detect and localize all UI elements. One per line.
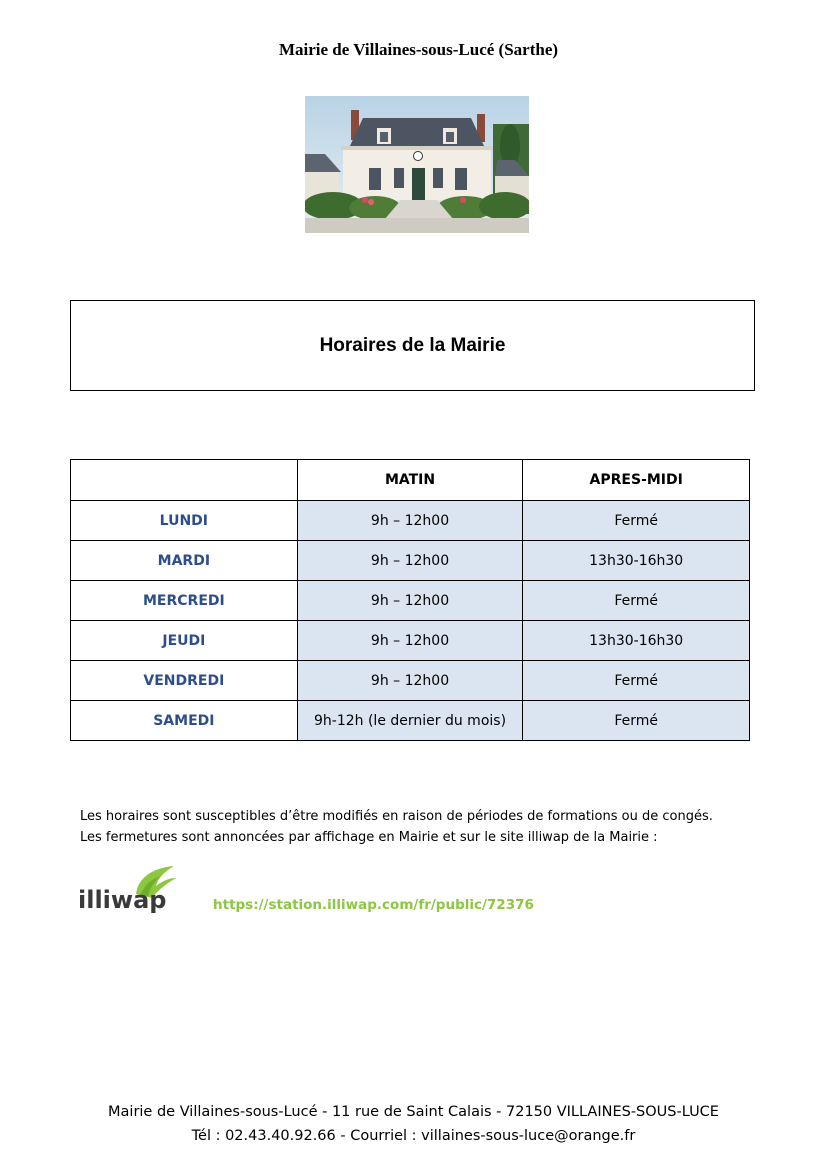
afternoon-cell: Fermé — [523, 501, 750, 541]
afternoon-cell: 13h30-16h30 — [523, 541, 750, 581]
illiwap-logo — [78, 864, 178, 914]
column-header-day — [71, 460, 298, 501]
table-row — [71, 541, 750, 581]
afternoon-cell: Fermé — [523, 581, 750, 621]
morning-cell: 9h – 12h00 — [297, 581, 523, 621]
footer-address: Mairie de Villaines-sous-Lucé - 11 rue de Saint Calais - 72150 VILLAINES-SOUS-LUCE — [108, 1104, 719, 1120]
day-cell: LUNDI — [71, 501, 298, 541]
footer — [0, 1100, 827, 1148]
column-header-morning: MATIN — [297, 460, 523, 501]
morning-cell: 9h – 12h00 — [297, 621, 523, 661]
illiwap-link[interactable]: https://station.illiwap.com/fr/public/72376 — [213, 897, 534, 913]
footer-contact: Tél : 02.43.40.92.66 - Courriel : villaines-sous-luce@orange.fr — [191, 1128, 636, 1144]
morning-cell: 9h – 12h00 — [297, 501, 523, 541]
town-hall-photo — [305, 96, 529, 233]
notes — [80, 806, 780, 848]
table-header-row — [71, 460, 750, 501]
day-cell: JEUDI — [71, 621, 298, 661]
section-title: Horaires de la Mairie — [319, 334, 506, 356]
morning-cell: 9h – 12h00 — [297, 541, 523, 581]
page-title: Mairie de Villaines-sous-Lucé (Sarthe) — [278, 40, 559, 59]
day-cell: SAMEDI — [71, 701, 298, 741]
afternoon-cell: Fermé — [523, 661, 750, 701]
note-line: Les horaires sont susceptibles d’être modifiés en raison de périodes de formations ou de congés. — [80, 809, 713, 824]
note-line: Les fermetures sont annoncées par affichage en Mairie et sur le site illiwap de la Mairie : — [80, 830, 658, 845]
morning-cell: 9h – 12h00 — [297, 661, 523, 701]
afternoon-cell: 13h30-16h30 — [523, 621, 750, 661]
morning-cell: 9h-12h (le dernier du mois) — [297, 701, 523, 741]
opening-hours-table — [70, 459, 750, 741]
day-cell: MARDI — [71, 541, 298, 581]
table-row — [71, 501, 750, 541]
illiwap-logo-text: illiwap — [78, 886, 167, 914]
table-row — [71, 581, 750, 621]
column-header-afternoon: APRES-MIDI — [523, 460, 750, 501]
day-cell: MERCREDI — [71, 581, 298, 621]
day-cell: VENDREDI — [71, 661, 298, 701]
section-title-box — [70, 300, 755, 391]
afternoon-cell: Fermé — [523, 701, 750, 741]
table-row — [71, 661, 750, 701]
table-row — [71, 701, 750, 741]
table-row — [71, 621, 750, 661]
